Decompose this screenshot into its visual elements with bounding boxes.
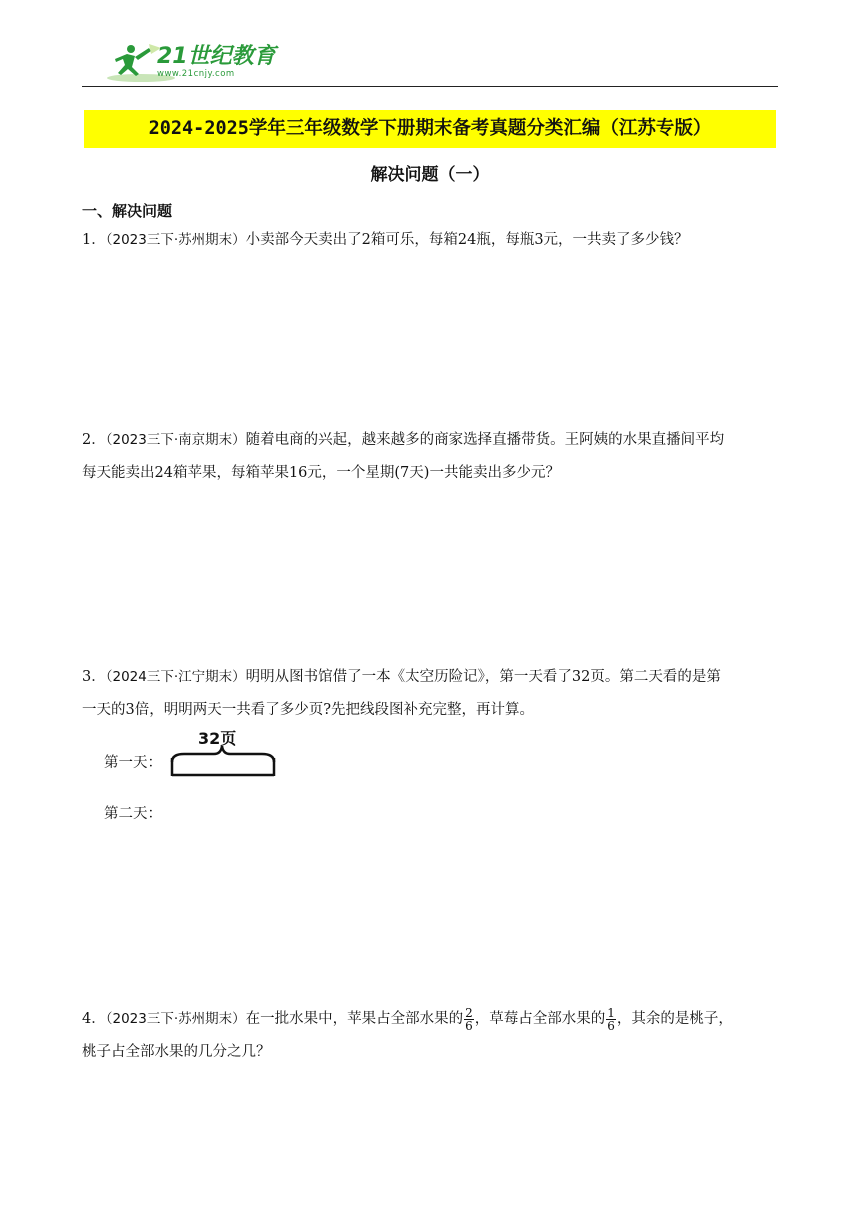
question-source: （2024三下·江宁期末）: [105, 669, 246, 685]
fraction-numerator: 2: [465, 1005, 473, 1020]
question-source: （2023三下·苏州期末）: [105, 232, 246, 248]
question-text-part-c: ，其余的是桃子，: [616, 1011, 733, 1027]
brace-mark: [172, 746, 274, 762]
fraction-apples: [464, 1007, 474, 1032]
day-one-segment-diagram: [164, 744, 284, 784]
question-text-line-2: 每天能卖出24箱苹果，每箱苹果16元，一个星期(7天)一共能卖出多少元？: [82, 465, 560, 481]
question-number: 3．: [82, 669, 106, 685]
question-text-part-a: 在一批水果中，苹果占全部水果的: [245, 1011, 464, 1027]
fraction-denominator: 6: [465, 1018, 473, 1033]
document-subtitle: 解决问题（一）: [370, 165, 490, 185]
question-4: [82, 1003, 782, 1069]
question-text-line-2: 一天的3倍，明明两天一共看了多少页?先把线段图补充完整，再计算。: [82, 702, 534, 718]
document-title: 2024-2025学年三年级数学下册期末备考真题分类汇编（江苏专版）: [84, 110, 776, 148]
header-logo: [105, 40, 275, 84]
question-1: [82, 224, 782, 257]
question-number: 2．: [82, 432, 106, 448]
question-number: 4．: [82, 1011, 106, 1027]
header-divider: [82, 86, 778, 87]
question-text-line-2: 桃子占全部水果的几分之几？: [82, 1044, 271, 1060]
logo-text: 21世纪教育: [157, 44, 276, 69]
question-text-line-1: 明明从图书馆借了一本《太空历险记》，第一天看了32页。第二天看的是第: [245, 669, 721, 685]
day-one-label: 第一天：: [104, 755, 162, 771]
question-text-line-1: 随着电商的兴起，越来越多的商家选择直播带货。王阿姨的水果直播间平均: [245, 432, 725, 448]
question-text-part-b: ，草莓占全部水果的: [474, 1011, 606, 1027]
fraction-denominator: 6: [607, 1018, 615, 1033]
question-number: 1．: [82, 232, 106, 248]
question-source: （2023三下·南京期末）: [105, 432, 246, 448]
fraction-numerator: 1: [607, 1005, 615, 1020]
question-text: 小卖部今天卖出了2箱可乐，每箱24瓶，每瓶3元，一共卖了多少钱？: [245, 232, 689, 248]
fraction-strawberries: [606, 1007, 616, 1032]
question-source: （2023三下·苏州期末）: [105, 1011, 246, 1027]
question-3: [82, 661, 782, 727]
bracket-label: 32页: [198, 729, 237, 748]
logo-url: www.21cnjy.com: [157, 69, 235, 79]
day-two-label: 第二天：: [104, 806, 162, 822]
section-heading: 一、解决问题: [82, 202, 173, 220]
question-2: [82, 424, 782, 490]
